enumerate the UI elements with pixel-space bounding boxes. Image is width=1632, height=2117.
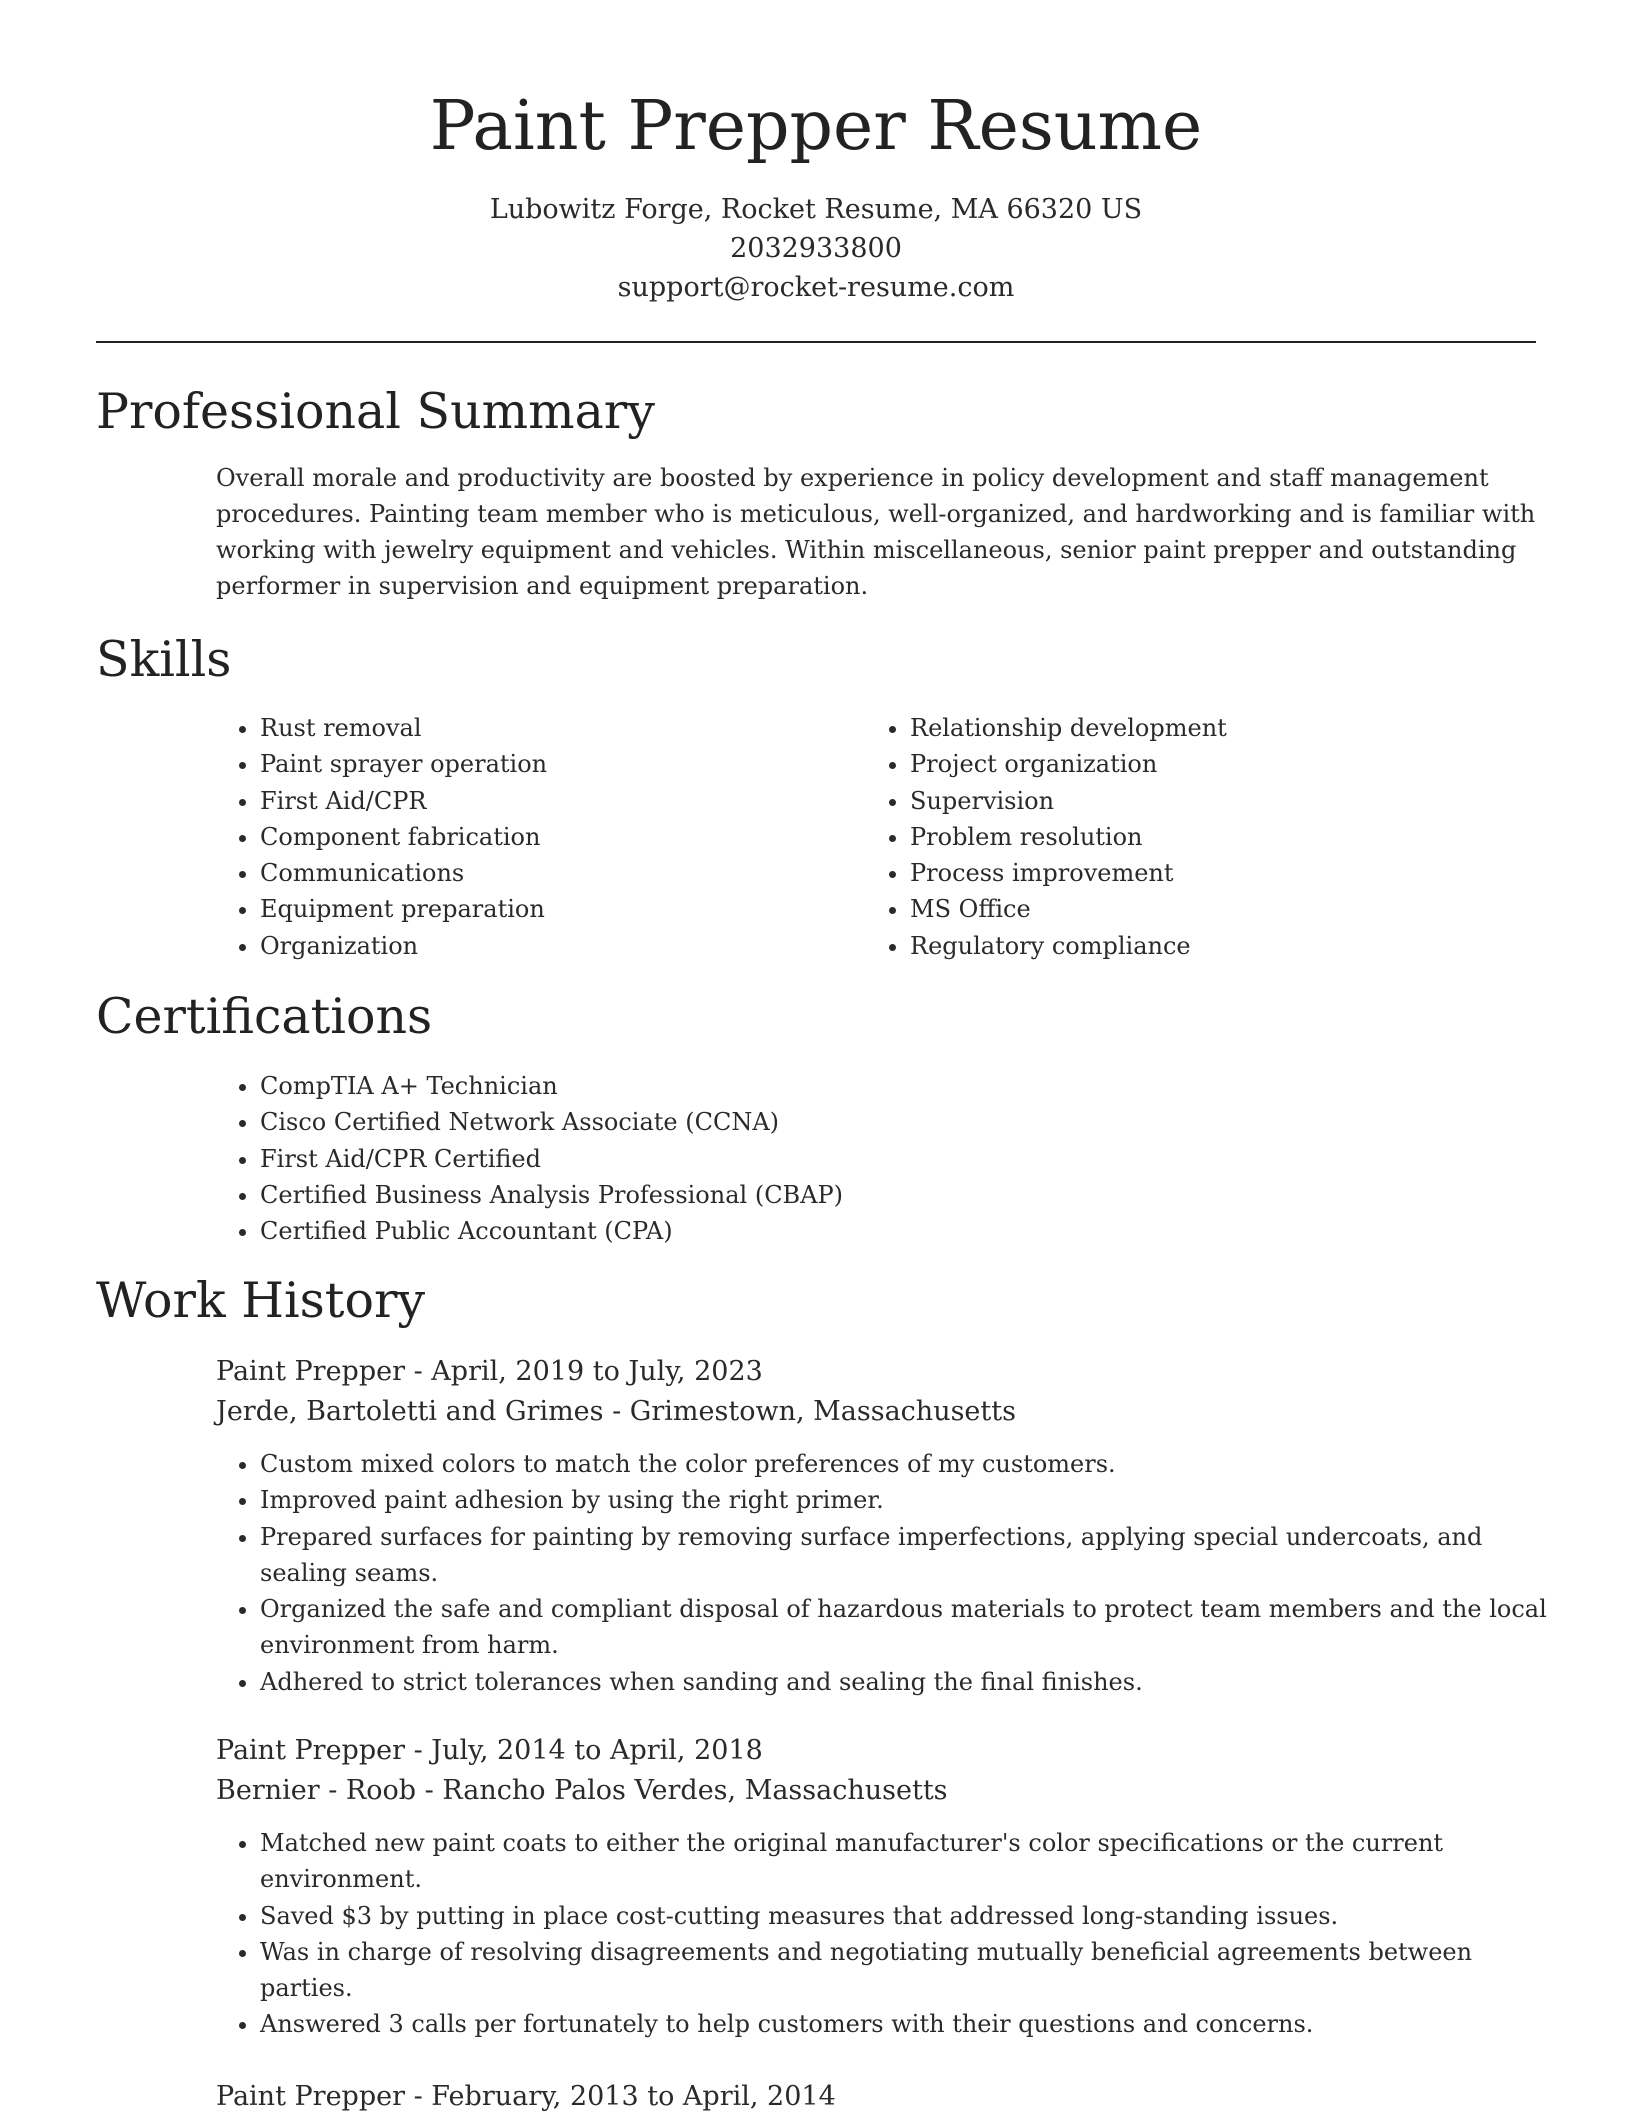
list-item: • Component fabrication: [260, 819, 820, 855]
list-item: • Equipment preparation: [260, 891, 820, 927]
list-item: • Improved paint adhesion by using the right primer.: [260, 1482, 1560, 1518]
list-item: • First Aid/CPR Certified: [260, 1141, 1580, 1177]
contact-address: Lubowitz Forge, Rocket Resume, MA 66320 US: [489, 194, 1143, 225]
list-item: • Adhered to strict tolerances when sanding and sealing the final finishes.: [260, 1664, 1560, 1700]
job-company-line: Bernier - Roob - Rancho Palos Verdes, Massachusetts: [216, 1775, 948, 1806]
list-item: • Organized the safe and compliant disposal of hazardous materials to protect team members and the local environment from harm.: [260, 1591, 1560, 1664]
summary-text: Overall morale and productivity are boosted by experience in policy development and staff management procedures. Painting team member who is meticulous, well-organized, and hardworking and is familiar with working with jewelry equipment and vehicles. Within miscellaneous, senior paint prepper and outstanding performer in supervision and equipment preparation.: [216, 464, 1536, 600]
job-title-line: Paint Prepper - July, 2014 to April, 2018: [216, 1735, 763, 1766]
list-item: • Was in charge of resolving disagreements and negotiating mutually beneficial agreements between parties.: [260, 1934, 1560, 2007]
list-item: • Organization: [260, 928, 820, 964]
job-bullets: [216, 1825, 1560, 2043]
work-history-heading: Work History: [96, 1272, 426, 1329]
skills-list-right: [866, 710, 1550, 964]
list-item: • Problem resolution: [910, 819, 1550, 855]
resume-title: Paint Prepper Resume: [429, 87, 1203, 166]
list-item: • Answered 3 calls per fortunately to help customers with their questions and concerns.: [260, 2006, 1560, 2042]
certifications-list: [216, 1068, 1580, 1249]
job-title-line: Paint Prepper - April, 2019 to July, 2023: [216, 1356, 763, 1387]
contact-email: support@rocket-resume.com: [617, 272, 1015, 303]
job-company-line: Jerde, Bartoletti and Grimes - Grimestown, Massachusetts: [216, 1396, 1016, 1427]
header-divider: [96, 341, 1536, 343]
summary-heading: Professional Summary: [96, 383, 655, 440]
list-item: • Regulatory compliance: [910, 928, 1550, 964]
job-bullets: [216, 1446, 1560, 1700]
list-item: • Supervision: [910, 783, 1550, 819]
skills-heading: Skills: [96, 631, 232, 688]
list-item: • Project organization: [910, 746, 1550, 782]
list-item: • Paint sprayer operation: [260, 746, 820, 782]
list-item: • Certified Business Analysis Professional (CBAP): [260, 1177, 1580, 1213]
list-item: • First Aid/CPR: [260, 783, 820, 819]
list-item: • Relationship development: [910, 710, 1550, 746]
contact-phone: 2032933800: [730, 233, 902, 264]
list-item: • Matched new paint coats to either the original manufacturer's color specifications or the current environment.: [260, 1825, 1560, 1898]
list-item: • Certified Public Accountant (CPA): [260, 1213, 1580, 1249]
list-item: • Process improvement: [910, 855, 1550, 891]
list-item: • MS Office: [910, 891, 1550, 927]
list-item: • Cisco Certified Network Associate (CCNA): [260, 1104, 1580, 1140]
contact-block: [0, 190, 1632, 307]
job-title-line: Paint Prepper - February, 2013 to April, 2014: [216, 2081, 836, 2112]
list-item: • Rust removal: [260, 710, 820, 746]
list-item: • Custom mixed colors to match the color preferences of my customers.: [260, 1446, 1560, 1482]
certifications-heading: Certifications: [96, 988, 433, 1045]
skills-list-left: [216, 710, 820, 964]
list-item: • CompTIA A+ Technician: [260, 1068, 1580, 1104]
list-item: • Communications: [260, 855, 820, 891]
list-item: • Saved $3 by putting in place cost-cutting measures that addressed long-standing issues.: [260, 1898, 1560, 1934]
list-item: • Prepared surfaces for painting by removing surface imperfections, applying special undercoats, and sealing seams.: [260, 1519, 1560, 1592]
